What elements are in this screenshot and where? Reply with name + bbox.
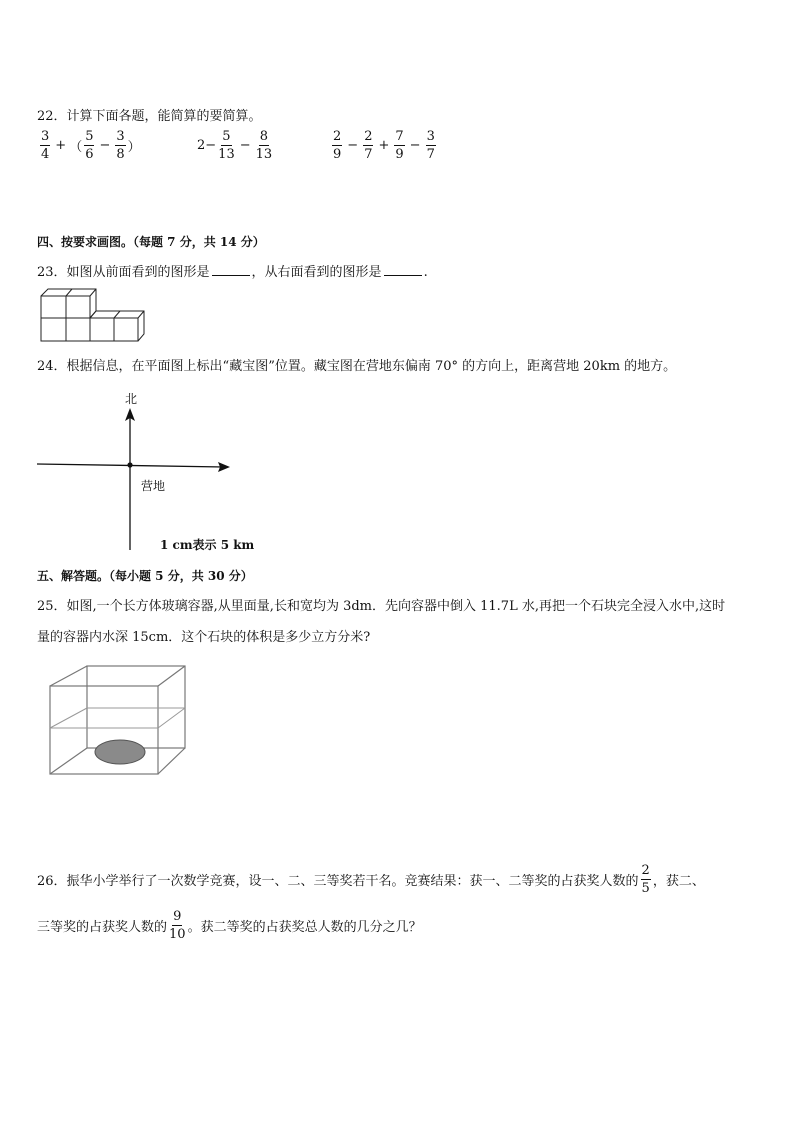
q26-line-2: 三等奖的占获奖人数的 $\frac{9}{10}$ 。获二等奖的占获奖总人数的几分之几？ [37, 909, 422, 942]
fraction: $\frac{2}{9}$ [333, 129, 342, 162]
answer-blank[interactable] [212, 265, 250, 276]
q22-expression-1: $\frac{3}{4}$ + （ $\frac{5}{6}$ − $\frac{3}{8}$ ） [41, 129, 141, 162]
scale-label: 1 cm表示 5 km [160, 538, 255, 552]
fraction: $\frac{9}{10}$ [169, 909, 186, 942]
camp-label: 营地 [141, 479, 166, 493]
q25-line-2: 量的容器内水深 15cm．这个石块的体积是多少立方分米? [37, 630, 371, 645]
fraction: $\frac{2}{7}$ [364, 129, 373, 162]
q26-line-1: 26．振华小学举行了一次数学竞赛，设一、二、三等奖若干名。竞赛结果：获一、二等奖的占获奖人数的 $\frac{2}{5}$ ，获二、 [37, 863, 705, 896]
fraction: $\frac{5}{13}$ [218, 129, 235, 162]
section-5-title: 五、解答题。（每小题 5 分，共 30 分） [37, 569, 253, 583]
q22-expression-2: 2− $\frac{5}{13}$ − $\frac{8}{13}$ [197, 129, 273, 162]
q24-text: 24．根据信息，在平面图上标出“藏宝图”位置。藏宝图在营地东偏南 70° 的方向上，距离营地 20km 的地方。 [37, 359, 677, 374]
answer-blank[interactable] [384, 265, 422, 276]
fraction: $\frac{7}{9}$ [395, 129, 404, 162]
q23-text: 23．如图从前面看到的图形是 ，从右面看到的图形是 . [37, 265, 428, 280]
section-4-title: 四、按要求画图。（每题 7 分，共 14 分） [37, 235, 265, 249]
glass-container-figure [44, 660, 194, 780]
fraction: $\frac{8}{13}$ [255, 129, 273, 162]
q25-line-1: 25．如图,一个长方体玻璃容器,从里面量,长和宽均为 3dm．先向容器中倒入 11.7L 水,再把一个石块完全浸入水中,这时 [37, 599, 726, 614]
north-label: 北 [125, 392, 138, 406]
q22-title: 22．计算下面各题，能简算的要简算。 [37, 109, 262, 124]
cube-stack-figure [38, 286, 148, 344]
fraction: $\frac{3}{4}$ [41, 129, 50, 162]
fraction: $\frac{2}{5}$ [641, 863, 650, 896]
fraction: $\frac{3}{8}$ [116, 129, 125, 162]
fraction: $\frac{3}{7}$ [426, 129, 435, 162]
compass-diagram [34, 388, 234, 553]
stone-shape [95, 740, 145, 764]
fraction: $\frac{5}{6}$ [85, 129, 94, 162]
q22-expression-3: $\frac{2}{9}$ − $\frac{2}{7}$ + $\frac{7}{9}$ − $\frac{3}{7}$ [333, 129, 435, 162]
